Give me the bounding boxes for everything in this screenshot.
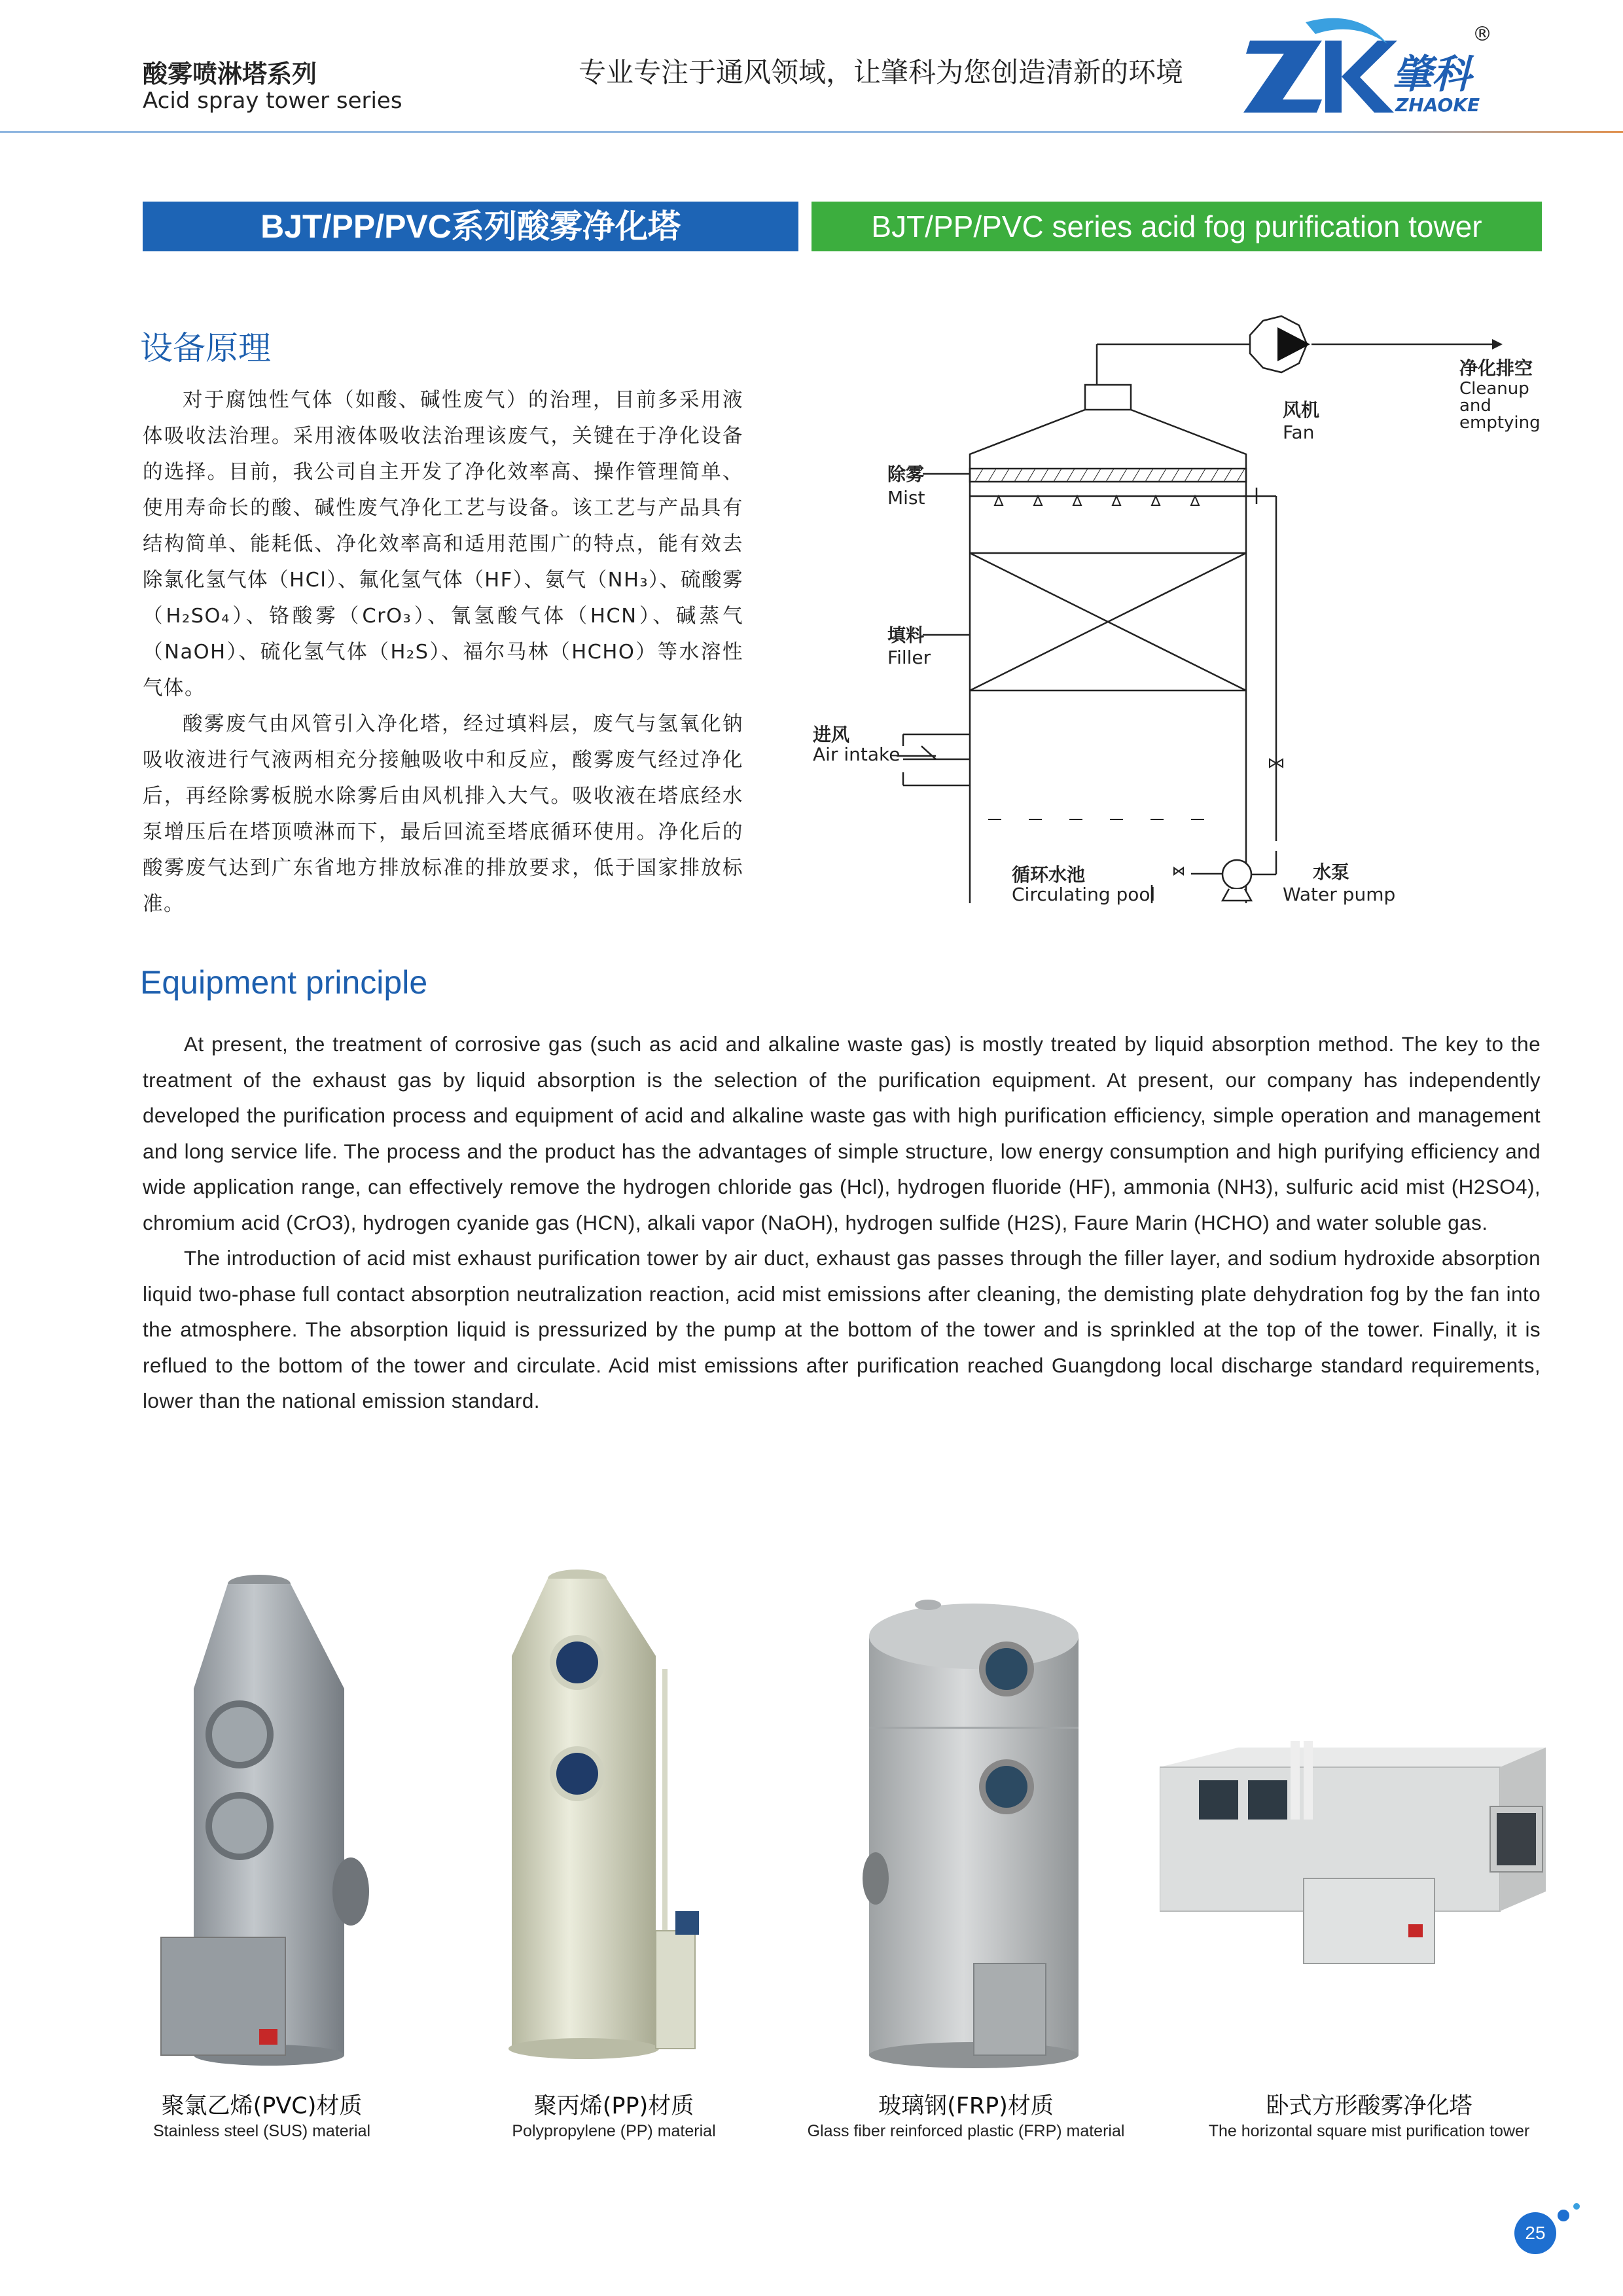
logo-zk-mark [1243,18,1397,113]
mist-mesh [975,469,1245,482]
tower-top-outlet [1085,385,1131,410]
section-heading-cn: 设备原理 [140,330,271,367]
product-caption-en: Glass fiber reinforced plastic (FRP) material [807,2122,1125,2140]
product-image-pvc-tower [154,1571,370,2068]
banner-title-cn: BJT/PP/PVC系列酸雾净化塔 [143,202,798,251]
zhaoke-logo [1243,14,1492,126]
fan-icon [1250,316,1310,372]
principle-en-paragraph: The introduction of acid mist exhaust purification tower by air duct, exhaust gas passes through the filler layer, and sodium hydroxide absorption liquid two-phase full contact absorption neutralization reaction, acid mist emissions after cleaning, the demisting plate dehydration fog by the fan into the atmosphere. The absorption liquid is pressurized by the pump at the bottom of the tower and is sprinkled at the top of the tower. Finally, it is reflued to the bottom of the tower and circulate. Acid mist emissions after purification reached Guangdong local discharge standard requirements, lower than the national emission standard. [143,1246,1541,1412]
label-exhaust-en-1: Cleanup [1459,379,1529,399]
spray-nozzles [995,496,1199,505]
label-filler-en: Filler [887,647,931,668]
label-mist-en: Mist [887,487,925,509]
decor-dot [1558,2210,1569,2221]
registered-mark: ® [1472,23,1492,46]
product-caption-en: Stainless steel (SUS) material [152,2122,371,2140]
series-title-cn: 酸雾喷淋塔系列 [143,60,317,88]
logo-cn: 肇科 [1393,52,1471,98]
label-pool-cn: 循环水池 [1012,864,1086,886]
header-slogan: 专业专注于通风领域，让肇科为您创造清新的环境 [579,56,1184,88]
page-number: 25 [1514,2212,1556,2254]
product-image-horizontal-tower [1160,1728,1546,1977]
label-exhaust-en-2: and [1459,396,1491,416]
label-intake-cn: 进风 [813,724,850,745]
series-title-en: Acid spray tower series [143,88,402,114]
tower-process-diagram [805,288,1558,916]
label-filler-cn: 填料 [887,624,925,646]
label-fan-en: Fan [1283,422,1315,443]
product-caption-cn: 聚氯乙烯(PVC)材质 [161,2093,363,2119]
banner-title-en: BJT/PP/PVC series acid fog purification tower [812,202,1542,251]
header-divider [0,131,1623,133]
label-intake-en: Air intake [813,744,901,765]
section-heading-en: Equipment principle [140,964,428,1001]
product-caption-en: The horizontal square mist purification tower [1208,2122,1530,2140]
exhaust-arrow-icon [1492,339,1503,350]
decor-dot-small [1573,2203,1580,2210]
product-caption-en: Polypropylene (PP) material [512,2122,716,2140]
product-caption-cn: 聚丙烯(PP)材质 [533,2093,694,2119]
label-pool-en: Circulating pool [1012,884,1156,905]
product-image-frp-tower [863,1597,1085,2068]
principle-en-paragraph: At present, the treatment of corrosive gas (such as acid and alkaline waste gas) is mostly treated by liquid absorption method. The key to the treatment of the exhaust gas by liquid absorption is the selection of the purification equipment. At present, our company has independently developed the purification process and equipment of acid and alkaline waste gas with high purification efficiency, simple operation and management and long service life. The process and the product has the advantages of simple structure, low energy consumption and high purifying efficiency and wide application range, can effectively remove the hydrogen chloride gas (Hcl), hydrogen fluoride (HF), ammonia (NH3), sulfuric acid mist (H2SO4), chromium acid (CrO3), hydrogen cyanide gas (HCN), alkali vapor (NaOH), hydrogen sulfide (H2S), Faure Marin (HCHO) and water soluble gas. [143,1032,1541,1234]
product-image-pp-tower [499,1564,715,2068]
label-exhaust-en-3: emptying [1459,413,1541,433]
label-fan-cn: 风机 [1283,399,1320,421]
label-pump-en: Water pump [1283,884,1396,905]
logo-en: ZHAOKE [1395,94,1480,116]
principle-cn-paragraph: 酸雾废气由风管引入净化塔，经过填料层，废气与氢氧化钠吸收液进行气液两相充分接触吸收中和反应，酸雾废气经过净化后，再经除雾板脱水除雾后由风机排入大气。吸收液在塔底经水泵增压后在塔顶喷淋而下，最后回流至塔底循环使用。净化后的酸雾废气达到广东省地方排放标准的排放要求，低于国家排放标准。 [143,713,743,916]
label-pump-cn: 水泵 [1313,861,1350,883]
label-mist-cn: 除雾 [887,463,925,485]
principle-cn-body [143,382,743,922]
principle-en-body [143,1026,1541,1419]
page-number-badge [1514,2207,1585,2259]
pool-valve-icon [1174,868,1183,874]
water-pump-icon [1222,851,1276,901]
label-exhaust-cn: 净化排空 [1459,357,1533,379]
product-caption-cn: 玻璃钢(FRP)材质 [878,2093,1054,2119]
principle-cn-paragraph: 对于腐蚀性气体（如酸、碱性废气）的治理，目前多采用液体吸收法治理。采用液体吸收法治理该废气，关键在于净化设备的选择。目前，我公司自主开发了净化效率高、操作管理简单、使用寿命长的酸、碱性废气净化工艺与设备。该工艺与产品具有结构简单、能耗低、净化效率高和适用范围广的特点，能有效去除氯化氢气体（HCl）、氟化氢气体（HF）、氨气（NH₃）、硫酸雾（H₂SO₄）、铬酸雾（CrO₃）、氰氢酸气体（HCN）、碱蒸气（NaOH）、硫化氢气体（H₂S）、福尔马林（HCHO）等水溶性气体。 [143,389,743,700]
product-caption-cn: 卧式方形酸雾净化塔 [1266,2093,1472,2119]
